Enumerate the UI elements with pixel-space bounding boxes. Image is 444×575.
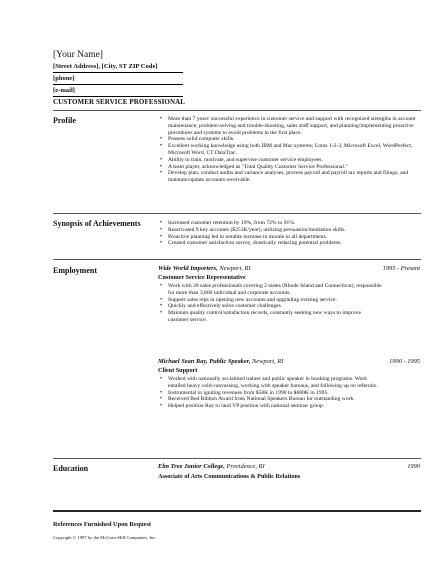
list-item: • Received Red Ribbon Award from National Speakers Bureau for outstanding work. [168,396,382,403]
contact-email: [e-mail] [53,87,75,94]
copyright-note: Copyright © 1997 by the McGraw-Hill Companies, Inc. [53,535,157,540]
list-item: • Reactivated 9 key accounts ($253K/year), utilizing persuasion/mediation skills. [168,227,426,234]
section-divider [53,458,421,459]
section-divider [53,110,421,111]
job-employer: Michael Sean Ray, Public Speaker, [158,358,251,365]
job-dates: 1990 - 1995 [389,358,420,365]
list-item: • Helped position Ray to land VP position with national seminar group. [168,403,382,410]
objective-heading: CUSTOMER SERVICE PROFESSIONAL [53,98,186,106]
list-item: • Develop plan, conduct audits and variance analyses, process payroll and payroll tax reports and filings, and maintain/update accounts receivable. [168,170,426,184]
profile-heading: Profile [53,116,76,125]
achievements-heading: Synopsis of Achievements [53,219,141,228]
contact-phone: [phone] [53,75,75,82]
list-item: • Work with 28 sales professionals covering 2 states (Rhode Island and Connecticut), responsible for more than 3,800 individual and corporate accounts. [168,283,382,297]
contact-address: [Street Address], [City, ST ZIP Code] [53,63,158,70]
job-header [158,358,420,366]
contact-block [53,50,303,97]
job-location: Newport, RI [252,358,284,365]
list-item: • Excellent working knowledge using both IBM and Mac systems; Lotus 1-2-3, Microsoft Excel, WordPerfect, Microsoft Word, CT DataTrac. [168,143,426,157]
job-position: Customer Service Representative [158,274,246,281]
list-item: • Quickly and effectively solve customer challenges. [168,303,382,310]
job-position: Client Support [158,367,198,374]
education-header [158,463,420,471]
employment-heading: Employment [53,266,97,275]
contact-name: [Your Name] [53,50,103,60]
job-bullets [160,283,382,324]
achievements-list [160,220,426,247]
list-item: • More than 7 years' successful experience in customer service and support with recognized strengths in account maintenance, problem-solving and trouble-shooting, sales staff support, and planning/implementing proactive procedures and systems to avoid problems in the first place. [168,116,426,136]
section-divider [53,259,421,260]
education-degree: Associate of Arts Communications & Public Relations [158,473,301,480]
contact-divider [53,84,183,85]
list-item: • Maintain quality control/satisfaction records, constantly seeking new ways to improve customer service. [168,310,382,324]
section-divider [53,510,421,512]
education-heading: Education [53,464,89,473]
job-bullets [160,376,382,410]
list-item: • Support sales reps in opening new accounts and upgrading existing service. [168,297,382,304]
job-header [158,265,420,273]
job-location: Newport, RI [219,265,251,272]
profile-list [160,116,426,184]
contact-divider [53,96,183,97]
references-note: References Furnished Upon Request [53,521,152,528]
list-item: • Worked with nationally acclaimed trainer and public speaker in booking programs. Work entailed heavy cold-canvassing, working with speaker bureaus, and following up on referrals. [168,376,382,390]
list-item: • Proactive planning led to notable increase in morale in all departments. [168,234,426,241]
list-item: • Instrumental in igniting revenues from $58K in 1990 to $680K in 1995. [168,390,382,397]
job-employer: Wide World Importers, [158,265,218,272]
list-item: • Increased customer retention by 19%, from 72% to 91%. [168,220,426,227]
list-item: • Possess solid computer skills. [168,136,426,143]
education-location: Providence, RI [226,463,265,470]
list-item: • Ability to train, motivate, and supervise customer service employees. [168,157,426,164]
education-year: 1990 [407,463,420,470]
contact-divider [53,72,183,73]
list-item: • A team player, acknowledged as "Total Quality Customer Service Professional." [168,164,426,171]
list-item: • Created customer satisfaction survey, drastically reducing potential problems. [168,240,426,247]
education-school: Elm Tree Junior College, [158,463,225,470]
job-dates: 1995 - Present [382,265,420,272]
section-divider [53,213,421,214]
